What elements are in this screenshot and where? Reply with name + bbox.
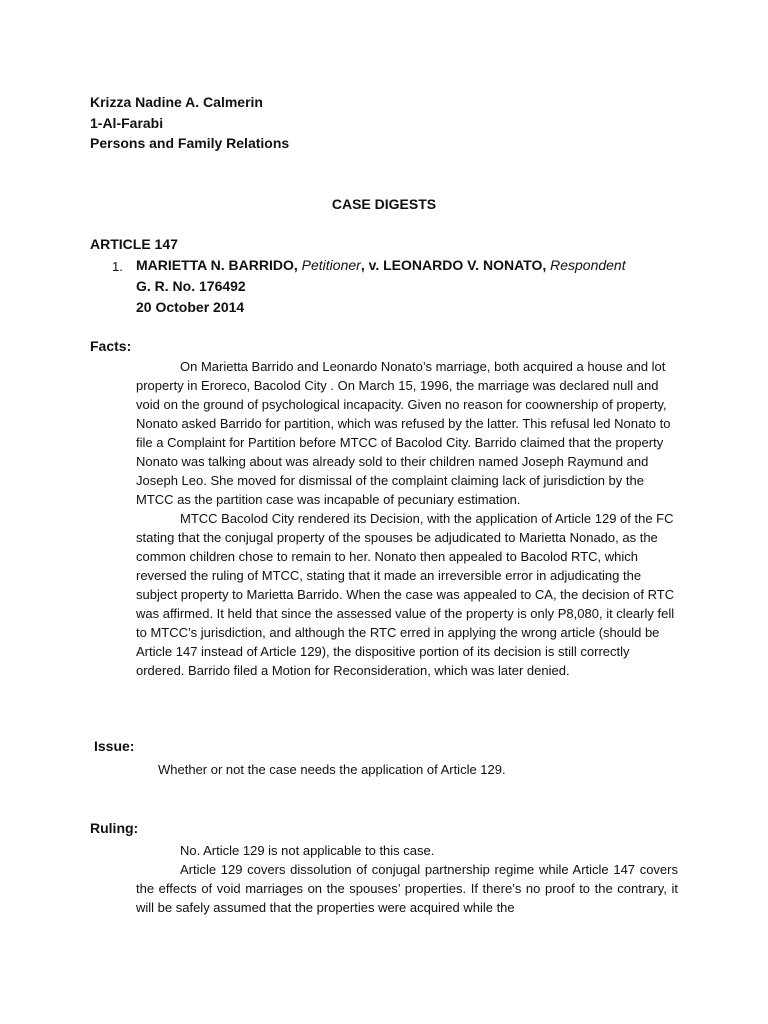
case-gr-number: G. R. No. 176492 (136, 278, 246, 294)
author-name: Krizza Nadine A. Calmerin (90, 94, 263, 110)
case-parties (136, 257, 626, 273)
ruling-heading: Ruling: (90, 820, 139, 836)
article-heading: ARTICLE 147 (90, 236, 178, 252)
case-date: 20 October 2014 (136, 299, 245, 315)
respondent-role: Respondent (550, 257, 626, 273)
ruling-body (136, 841, 678, 917)
ruling-paragraph: Article 129 covers dissolution of conjugal partnership regime while Article 147 covers the effects of void marriages on the spouses’ properties. If there’s no proof to the contrary, it will be safely assumed that the properties were acquired while the (136, 862, 678, 915)
facts-heading: Facts: (90, 338, 132, 354)
issue-heading: Issue: (94, 738, 135, 754)
issue-text: Whether or not the case needs the application of Article 129. (158, 762, 506, 777)
case-list-number: 1. (112, 259, 123, 274)
ruling-paragraph: No. Article 129 is not applicable to this case. (180, 843, 435, 858)
petitioner-role: Petitioner (301, 257, 361, 273)
respondent-name: LEONARDO V. NONATO, (383, 257, 547, 273)
facts-body (136, 357, 678, 680)
document-title: CASE DIGESTS (331, 196, 437, 212)
course-subject: Persons and Family Relations (90, 135, 290, 151)
versus-text: , v. (360, 257, 380, 273)
facts-paragraph: MTCC Bacolod City rendered its Decision, with the application of Article 129 of the FC stating that the conjugal property of the spouses be adjudicated to Marietta Nonado, as the common children chose to remain to her. Nonato then appealed to Bacolod RTC, which reversed the ruling of MTCC, stating that it made an irreversible error in adjudicating the subject property to Marietta Barrido. When the case was appealed to CA, the decision of RTC was affirmed. It held that since the assessed value of the property is only P8,080, it clearly fell to MTCC’s jurisdiction, and although the RTC erred in applying the wrong article (should be Article 147 instead of Article 129), the dispositive portion of its decision is still correctly ordered. Barrido filed a Motion for Reconsideration, which was later denied. (136, 511, 675, 678)
student-section: 1-Al-Farabi (90, 115, 164, 131)
petitioner-name: MARIETTA N. BARRIDO, (136, 257, 298, 273)
facts-paragraph: On Marietta Barrido and Leonardo Nonato’s marriage, both acquired a house and lot property in Eroreco, Bacolod City . On March 15, 1996, the marriage was declared null and void on the ground of psychological incapacity. Given no reason for coownership of property, Nonato asked Barrido for partition, which was refused by the latter. This refusal led Nonato to file a Complaint for Partition before MTCC of Bacolod City. Barrido claimed that the property Nonato was talking about was already sold to their children named Joseph Raymund and Joseph Leo. She moved for dismissal of the complaint claiming lack of jurisdiction by the MTCC as the partition case was incapable of pecuniary estimation. (136, 359, 671, 507)
issue-body (158, 760, 658, 779)
